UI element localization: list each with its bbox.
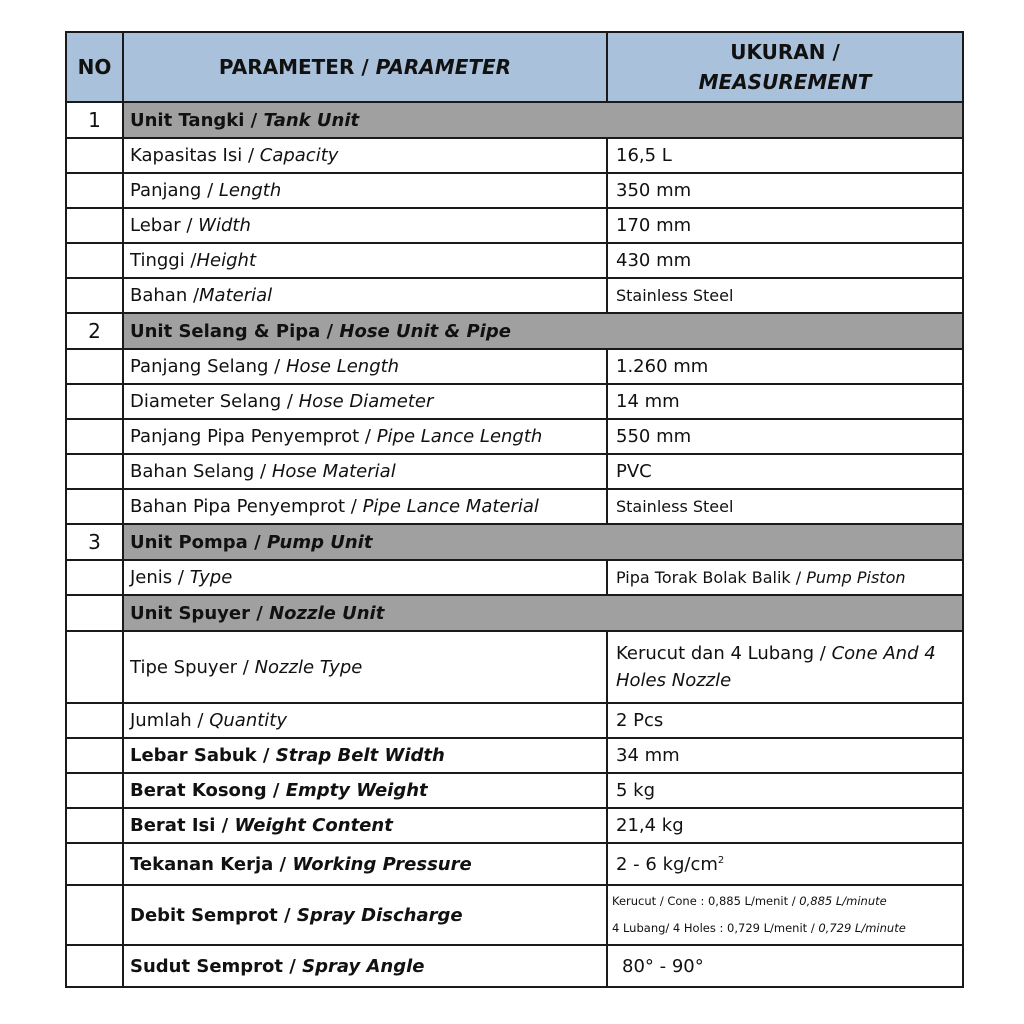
parameter-cell: Panjang / Length <box>123 173 607 208</box>
section-title: Unit Tangki / Tank Unit <box>123 102 963 138</box>
value-cell: 5 kg <box>607 773 963 808</box>
table-row <box>66 489 963 524</box>
section-number: 3 <box>66 524 123 560</box>
parameter-cell: Kapasitas Isi / Capacity <box>123 138 607 173</box>
header-parameter-id: PARAMETER / <box>218 55 369 79</box>
parameter-cell: Panjang Selang / Hose Length <box>123 349 607 384</box>
value-cell: Kerucut dan 4 Lubang / Cone And 4 Holes Nozzle <box>607 631 963 703</box>
section-title: Unit Selang & Pipa / Hose Unit & Pipe <box>123 313 963 349</box>
section-number: 2 <box>66 313 123 349</box>
table-row <box>66 945 963 987</box>
value-cell: 430 mm <box>607 243 963 278</box>
table-row <box>66 349 963 384</box>
table-row <box>66 138 963 173</box>
parameter-cell: Tekanan Kerja / Working Pressure <box>123 843 607 885</box>
parameter-cell: Jumlah / Quantity <box>123 703 607 738</box>
value-cell: 350 mm <box>607 173 963 208</box>
table-row <box>66 808 963 843</box>
section-row-nozzle-unit <box>66 595 963 631</box>
value-cell: Pipa Torak Bolak Balik / Pump Piston <box>607 560 963 595</box>
table-row <box>66 278 963 313</box>
header-measurement <box>607 32 963 102</box>
section-row-hose-unit <box>66 313 963 349</box>
section-row-pump-unit <box>66 524 963 560</box>
parameter-cell: Tipe Spuyer / Nozzle Type <box>123 631 607 703</box>
table-row <box>66 560 963 595</box>
value-cell: 80° - 90° <box>607 945 963 987</box>
section-number <box>66 595 123 631</box>
header-parameter-en: PARAMETER <box>375 55 512 79</box>
table-row <box>66 208 963 243</box>
parameter-cell: Berat Kosong / Empty Weight <box>123 773 607 808</box>
header-measurement-id: UKURAN / <box>730 40 840 64</box>
value-cell: Kerucut / Cone : 0,885 L/menit / 0,885 L/minute 4 Lubang/ 4 Holes : 0,729 L/menit / 0,729 L/minute <box>607 885 963 945</box>
table-row <box>66 773 963 808</box>
value-cell: 14 mm <box>607 384 963 419</box>
parameter-cell: Lebar Sabuk / Strap Belt Width <box>123 738 607 773</box>
table-row <box>66 384 963 419</box>
header-no: NO <box>66 32 123 102</box>
parameter-cell: Lebar / Width <box>123 208 607 243</box>
table-header-row <box>66 32 963 102</box>
parameter-cell: Diameter Selang / Hose Diameter <box>123 384 607 419</box>
value-cell: 1.260 mm <box>607 349 963 384</box>
table-row <box>66 631 963 703</box>
parameter-cell: Bahan Selang / Hose Material <box>123 454 607 489</box>
value-cell: 550 mm <box>607 419 963 454</box>
parameter-cell: Sudut Semprot / Spray Angle <box>123 945 607 987</box>
parameter-cell: Debit Semprot / Spray Discharge <box>123 885 607 945</box>
table-row <box>66 843 963 885</box>
value-cell: 34 mm <box>607 738 963 773</box>
header-parameter <box>123 32 607 102</box>
value-cell: 16,5 L <box>607 138 963 173</box>
table-row <box>66 885 963 945</box>
parameter-cell: Berat Isi / Weight Content <box>123 808 607 843</box>
table-row <box>66 419 963 454</box>
table-row <box>66 173 963 208</box>
spec-table <box>65 31 964 988</box>
parameter-cell: Bahan Pipa Penyemprot / Pipe Lance Material <box>123 489 607 524</box>
value-cell: PVC <box>607 454 963 489</box>
section-number: 1 <box>66 102 123 138</box>
table-row <box>66 243 963 278</box>
section-row-tank-unit <box>66 102 963 138</box>
value-cell: Stainless Steel <box>607 278 963 313</box>
table-row <box>66 738 963 773</box>
table-row <box>66 454 963 489</box>
value-cell: 170 mm <box>607 208 963 243</box>
parameter-cell: Panjang Pipa Penyemprot / Pipe Lance Length <box>123 419 607 454</box>
parameter-cell: Tinggi /Height <box>123 243 607 278</box>
value-cell: 21,4 kg <box>607 808 963 843</box>
header-measurement-en: MEASUREMENT <box>698 70 872 94</box>
value-cell: 2 Pcs <box>607 703 963 738</box>
table-row <box>66 703 963 738</box>
section-title: Unit Pompa / Pump Unit <box>123 524 963 560</box>
value-cell: 2 - 6 $kg/cm^2$ <box>607 843 963 885</box>
section-title: Unit Spuyer / Nozzle Unit <box>123 595 963 631</box>
parameter-cell: Bahan /Material <box>123 278 607 313</box>
value-cell: Stainless Steel <box>607 489 963 524</box>
parameter-cell: Jenis / Type <box>123 560 607 595</box>
